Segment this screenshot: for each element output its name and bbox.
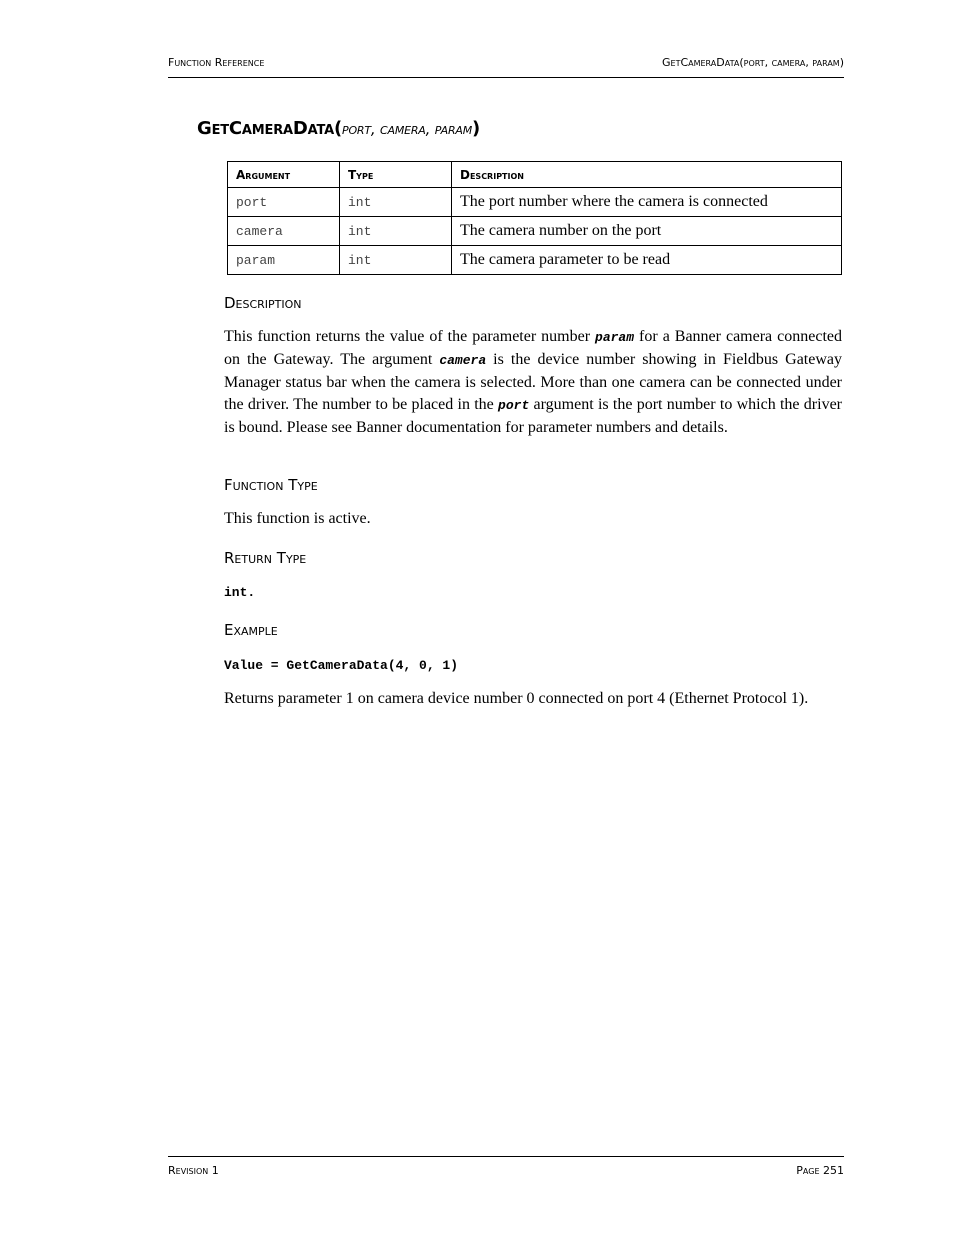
header-function-name: GetCameraData(port, camera, param) bbox=[661, 56, 844, 69]
function-type-text: This function is active. bbox=[224, 510, 371, 527]
return-type-heading: Return Type bbox=[224, 549, 307, 567]
description-text-4: argument is the port number to which the driver is bound. Please see Banner documentation for parameter numbers and details. bbox=[224, 396, 842, 436]
type-cell: int bbox=[340, 188, 452, 217]
type-cell: int bbox=[340, 246, 452, 275]
description-text-2: for a Banner camera connected on the Gateway. The argument bbox=[224, 328, 842, 368]
function-type-heading: Function Type bbox=[224, 476, 318, 494]
camera-code: camera bbox=[439, 353, 487, 368]
header-section-title: Function Reference bbox=[168, 56, 265, 69]
arguments-table bbox=[227, 161, 842, 275]
column-header-argument: Argument bbox=[228, 162, 340, 188]
description-text-1: This function returns the value of the parameter number bbox=[224, 328, 596, 345]
example-code: Value = GetCameraData(4, 0, 1) bbox=[224, 658, 459, 673]
footer-page-number: Page 251 bbox=[796, 1164, 844, 1177]
table-row bbox=[228, 188, 842, 217]
example-text: Returns parameter 1 on camera device number 0 connected on port 4 (Ethernet Protocol 1). bbox=[224, 690, 809, 707]
description-heading: Description bbox=[224, 294, 302, 312]
table-row bbox=[228, 217, 842, 246]
param-code: param bbox=[595, 330, 635, 345]
footer-revision: Revision 1 bbox=[168, 1164, 219, 1177]
running-header bbox=[168, 56, 844, 78]
column-header-type: Type bbox=[340, 162, 452, 188]
argument-cell: camera bbox=[228, 217, 340, 246]
function-title-name: GetCameraData( bbox=[197, 118, 343, 139]
description-cell: The camera parameter to be read bbox=[452, 246, 842, 275]
description-cell: The camera number on the port bbox=[452, 217, 842, 246]
description-cell: The port number where the camera is connected bbox=[452, 188, 842, 217]
column-header-description: Description bbox=[452, 162, 842, 188]
description-paragraph bbox=[224, 326, 842, 439]
table-row bbox=[228, 246, 842, 275]
example-heading: Example bbox=[224, 621, 278, 639]
function-title-params: port, camera, param bbox=[342, 120, 473, 138]
description-text-3: is the device number showing in Fieldbus Gateway Manager status bar when the camera is selected. More than one camera can be connected under the driver. The number to be placed in the bbox=[224, 351, 842, 413]
argument-cell: port bbox=[228, 188, 340, 217]
argument-cell: param bbox=[228, 246, 340, 275]
type-cell: int bbox=[340, 217, 452, 246]
port-code: port bbox=[498, 398, 530, 413]
return-type-code: int. bbox=[224, 585, 256, 600]
function-title-close: ) bbox=[472, 118, 481, 139]
function-title bbox=[197, 118, 480, 139]
running-footer bbox=[168, 1156, 844, 1179]
table-header-row bbox=[228, 162, 842, 188]
